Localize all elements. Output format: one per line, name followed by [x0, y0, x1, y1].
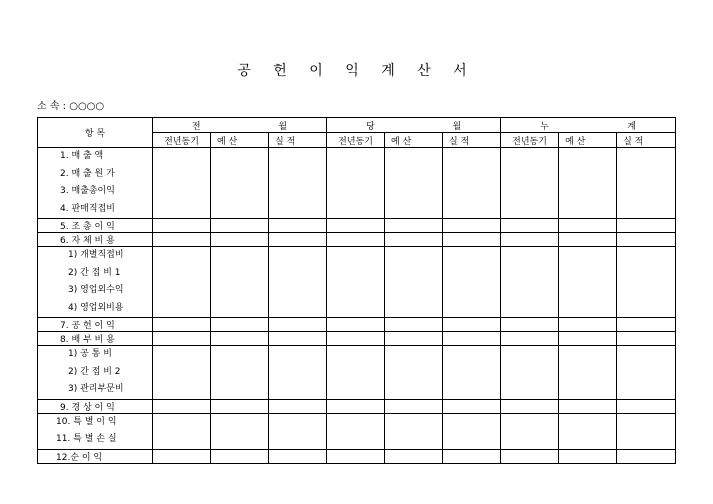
- period-cumulative: [501, 118, 676, 133]
- data-cell[interactable]: [385, 449, 443, 463]
- row-label: 2) 간 접 비 1: [68, 267, 121, 278]
- data-cell[interactable]: [153, 399, 211, 413]
- row-label: 4) 영업외비용: [68, 302, 124, 313]
- row-label: 3) 관리부문비: [68, 384, 124, 394]
- row-group-special: [38, 413, 153, 449]
- data-cell[interactable]: [269, 332, 327, 346]
- department-label: 소 속 : ○○○○: [37, 101, 105, 112]
- data-cell[interactable]: [617, 346, 676, 400]
- data-cell[interactable]: [211, 318, 269, 332]
- data-cell[interactable]: [559, 399, 617, 413]
- data-cell[interactable]: [327, 346, 385, 400]
- profit-table: [37, 117, 676, 464]
- data-cell[interactable]: [269, 399, 327, 413]
- data-cell[interactable]: [153, 449, 211, 463]
- data-cell[interactable]: [617, 233, 676, 247]
- document-title: 공 헌 이 익 계 산 서: [237, 63, 476, 79]
- data-cell[interactable]: [559, 346, 617, 400]
- item-header-label: 항 목: [84, 129, 106, 139]
- data-cell[interactable]: [617, 413, 676, 449]
- data-cell[interactable]: [385, 346, 443, 400]
- data-cell[interactable]: [443, 318, 501, 332]
- data-cell[interactable]: [559, 219, 617, 233]
- data-cell[interactable]: [385, 413, 443, 449]
- data-cell[interactable]: [501, 413, 559, 449]
- row-own-costs: [38, 233, 153, 247]
- data-cell[interactable]: [153, 148, 211, 219]
- data-cell[interactable]: [385, 399, 443, 413]
- row-label: 6. 자 체 비 용: [60, 236, 115, 246]
- subcol-budget: [385, 133, 443, 148]
- row-label: 10. 특 별 이 익: [56, 416, 117, 427]
- data-cell[interactable]: [211, 449, 269, 463]
- data-cell[interactable]: [211, 247, 269, 318]
- data-cell[interactable]: [211, 219, 269, 233]
- data-cell[interactable]: [269, 449, 327, 463]
- data-cell[interactable]: [153, 233, 211, 247]
- row-label: 11. 특 별 손 실: [56, 434, 117, 444]
- row-label: 1) 공 통 비: [68, 349, 112, 359]
- data-cell[interactable]: [153, 219, 211, 233]
- data-cell[interactable]: [327, 247, 385, 318]
- data-cell[interactable]: [327, 413, 385, 449]
- period-cum-left: 누: [540, 121, 549, 132]
- row-label: 3. 매출총이익: [60, 186, 115, 196]
- data-cell[interactable]: [327, 219, 385, 233]
- data-cell[interactable]: [269, 247, 327, 318]
- data-cell[interactable]: [501, 399, 559, 413]
- data-cell[interactable]: [385, 247, 443, 318]
- data-cell[interactable]: [269, 233, 327, 247]
- row-label: 8. 배 부 비 용: [60, 335, 115, 345]
- data-cell[interactable]: [501, 219, 559, 233]
- subcol-prior-year-label: 전년동기: [338, 136, 373, 147]
- subcol-budget-label: 예 산: [565, 136, 586, 147]
- data-cell[interactable]: [559, 247, 617, 318]
- data-cell[interactable]: [269, 346, 327, 400]
- item-header: [38, 118, 153, 148]
- data-cell[interactable]: [617, 219, 676, 233]
- row-allocated-costs: [38, 332, 153, 346]
- row-label: 7. 공 헌 이 익: [60, 321, 115, 331]
- data-cell[interactable]: [211, 332, 269, 346]
- row-ordinary-profit: [38, 399, 153, 413]
- data-cell[interactable]: [327, 332, 385, 346]
- data-cell[interactable]: [153, 318, 211, 332]
- row-label: 5. 조 총 이 익: [60, 222, 115, 232]
- period-prev-right: 월: [278, 121, 288, 132]
- period-cum-right: 계: [627, 121, 636, 132]
- data-cell[interactable]: [617, 332, 676, 346]
- subcol-prior-year: [501, 133, 559, 148]
- row-net-profit: [38, 449, 153, 463]
- data-cell[interactable]: [385, 233, 443, 247]
- data-cell[interactable]: [443, 449, 501, 463]
- data-cell[interactable]: [385, 148, 443, 219]
- data-cell[interactable]: [211, 233, 269, 247]
- data-cell[interactable]: [443, 399, 501, 413]
- data-cell[interactable]: [211, 346, 269, 400]
- data-cell[interactable]: [269, 413, 327, 449]
- subcol-actual-label: 실 적: [623, 136, 644, 147]
- data-cell[interactable]: [327, 449, 385, 463]
- row-label: 4. 판매직접비: [60, 203, 115, 214]
- period-prev-left: 전: [191, 121, 201, 132]
- data-cell[interactable]: [617, 318, 676, 332]
- data-cell[interactable]: [501, 346, 559, 400]
- subcol-actual: [269, 133, 327, 148]
- data-cell[interactable]: [559, 148, 617, 219]
- subcol-budget-label: 예 산: [391, 136, 412, 147]
- subcol-actual-label: 실 적: [275, 136, 296, 147]
- subcol-actual-label: 실 적: [449, 136, 470, 147]
- subcol-prior-year: [327, 133, 385, 148]
- data-cell[interactable]: [501, 449, 559, 463]
- data-cell[interactable]: [559, 233, 617, 247]
- subcol-budget: [559, 133, 617, 148]
- data-cell[interactable]: [617, 449, 676, 463]
- row-label: 12.순 이 익: [56, 452, 103, 463]
- row-label: 9. 경 상 이 익: [60, 402, 115, 413]
- subcol-actual: [443, 133, 501, 148]
- data-cell[interactable]: [385, 318, 443, 332]
- data-cell[interactable]: [443, 219, 501, 233]
- data-cell[interactable]: [327, 318, 385, 332]
- data-cell[interactable]: [501, 332, 559, 346]
- data-cell[interactable]: [211, 413, 269, 449]
- subcol-budget-label: 예 산: [217, 136, 238, 147]
- subcol-budget: [211, 133, 269, 148]
- period-current-left: 당: [365, 121, 375, 132]
- row-label: 2. 매 출 원 가: [60, 168, 115, 179]
- period-current-right: 월: [452, 121, 462, 132]
- row-group-allocated-detail: [38, 346, 153, 400]
- row-contribution-profit: [38, 318, 153, 332]
- data-cell[interactable]: [443, 413, 501, 449]
- row-gross-contribution: [38, 219, 153, 233]
- row-group-sales: [38, 148, 153, 219]
- data-cell[interactable]: [269, 318, 327, 332]
- data-cell[interactable]: [443, 233, 501, 247]
- period-current-month: [327, 118, 501, 133]
- data-cell[interactable]: [559, 413, 617, 449]
- row-group-own-costs-detail: [38, 247, 153, 318]
- data-cell[interactable]: [443, 346, 501, 400]
- row-label: 2) 간 접 비 2: [68, 366, 121, 377]
- subcol-prior-year-label: 전년동기: [164, 136, 199, 147]
- subcol-prior-year: [153, 133, 211, 148]
- data-cell[interactable]: [443, 332, 501, 346]
- data-cell[interactable]: [327, 233, 385, 247]
- data-cell[interactable]: [559, 332, 617, 346]
- data-cell[interactable]: [327, 148, 385, 219]
- data-cell[interactable]: [501, 233, 559, 247]
- data-cell[interactable]: [617, 148, 676, 219]
- data-cell[interactable]: [269, 148, 327, 219]
- data-cell[interactable]: [559, 318, 617, 332]
- row-label: 3) 영업외수익: [68, 285, 124, 295]
- data-cell[interactable]: [617, 247, 676, 318]
- data-cell[interactable]: [269, 219, 327, 233]
- data-cell[interactable]: [327, 399, 385, 413]
- data-cell[interactable]: [385, 332, 443, 346]
- subcol-actual: [617, 133, 676, 148]
- data-cell[interactable]: [443, 247, 501, 318]
- data-cell[interactable]: [501, 247, 559, 318]
- data-cell[interactable]: [501, 148, 559, 219]
- period-prev-month: [153, 118, 327, 133]
- data-cell[interactable]: [211, 399, 269, 413]
- data-cell[interactable]: [211, 148, 269, 219]
- data-cell[interactable]: [443, 148, 501, 219]
- data-cell[interactable]: [617, 399, 676, 413]
- data-cell[interactable]: [559, 449, 617, 463]
- data-cell[interactable]: [153, 413, 211, 449]
- subcol-prior-year-label: 전년동기: [512, 136, 547, 147]
- data-cell[interactable]: [385, 219, 443, 233]
- row-label: 1. 매 출 액: [60, 151, 104, 161]
- row-label: 1) 개별직접비: [68, 250, 124, 260]
- data-cell[interactable]: [153, 247, 211, 318]
- data-cell[interactable]: [501, 318, 559, 332]
- data-cell[interactable]: [153, 346, 211, 400]
- data-cell[interactable]: [153, 332, 211, 346]
